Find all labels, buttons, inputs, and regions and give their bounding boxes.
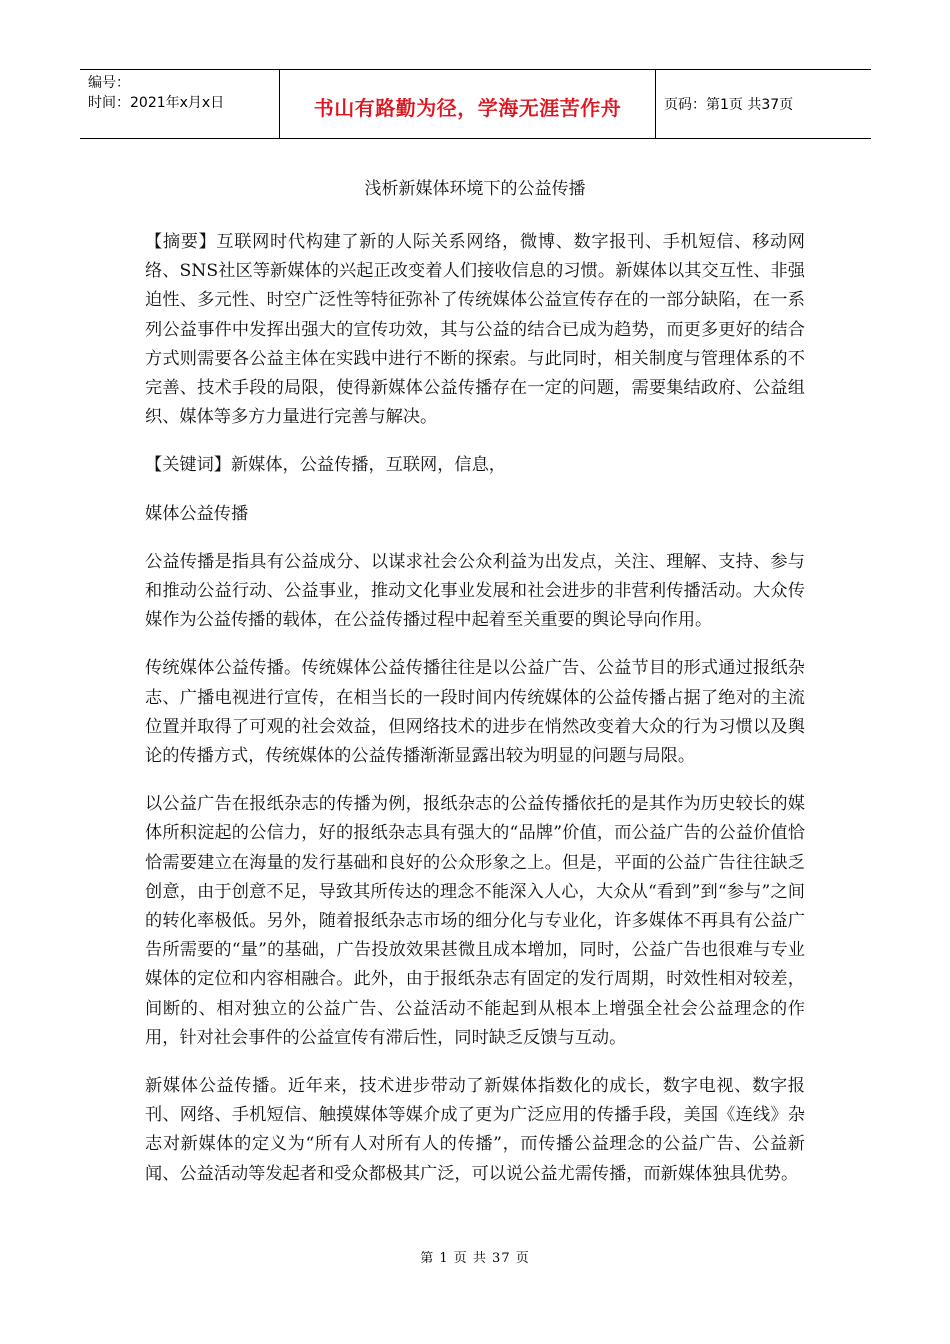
section-heading: 媒体公益传播 bbox=[145, 503, 249, 524]
keywords-paragraph: 【关键词】新媒体，公益传播，互联网，信息， bbox=[145, 455, 506, 476]
document-title: 浅析新媒体环境下的公益传播 bbox=[364, 179, 586, 199]
body-paragraph: 新媒体公益传播。近年来，技术进步带动了新媒体指数化的成长，数字电视、数字报刊、网络、手机短信、触摸媒体等媒介成了更为广泛应用的传播手段，美国《连线》杂志对新媒体的定义为“所有人对所有人的传播”，而传播公益理念的公益广告、公益新闻、公益活动等发起者和受众都极其广泛，可以说公益尤需传播，而新媒体独具优势。 bbox=[145, 1076, 805, 1184]
page-header bbox=[80, 69, 871, 139]
abstract-paragraph: 【摘要】互联网时代构建了新的人际关系网络，微博、数字报刊、手机短信、移动网络、SNS社区等新媒体的兴起正改变着人们接收信息的习惯。新媒体以其交互性、非强迫性、多元性、时空广泛性等特征弥补了传统媒体公益宣传存在的一部分缺陷，在一系列公益事件中发挥出强大的宣传功效，其与公益的结合已成为趋势，而更多更好的结合方式则需要各公益主体在实践中进行不断的探索。与此同时，相关制度与管理体系的不完善、技术手段的局限，使得新媒体公益传播存在一定的问题，需要集结政府、公益组织、媒体等多方力量进行完善与解决。 bbox=[145, 232, 805, 428]
number-label: 编号： bbox=[88, 75, 130, 91]
date-label: 时间：2021年x月x日 bbox=[88, 95, 225, 111]
document-body bbox=[145, 228, 805, 1208]
body-paragraph: 传统媒体公益传播。传统媒体公益传播往往是以公益广告、公益节目的形式通过报纸杂志、广播电视进行宣传，在相当长的一段时间内传统媒体的公益传播占据了绝对的主流位置并取得了可观的社会效益，但网络技术的进步在悄然改变着大众的行为习惯以及舆论的传播方式，传统媒体的公益传播渐渐显露出较为明显的问题与局限。 bbox=[145, 658, 805, 767]
header-motto: 书山有路勤为径，学海无涯苦作舟 bbox=[313, 95, 622, 120]
header-motto-cell bbox=[280, 70, 656, 138]
body-paragraph: 以公益广告在报纸杂志的传播为例，报纸杂志的公益传播依托的是其作为历史较长的媒体所积淀起的公信力，好的报纸杂志具有强大的“品牌”价值，而公益广告的公益价值恰恰需要建立在海量的发行基础和良好的公众形象之上。但是，平面的公益广告往往缺乏创意，由于创意不足，导致其所传达的理念不能深入人心，大众从“看到”到“参与”之间的转化率极低。另外，随着报纸杂志市场的细分化与专业化，许多媒体不再具有公益广告所需要的“量”的基础，广告投放效果甚微且成本增加，同时，公益广告也很难与专业媒体的定位和内容相融合。此外，由于报纸杂志有固定的发行周期，时效性相对较差，间断的、相对独立的公益广告、公益活动不能起到从根本上增强全社会公益理念的作用，针对社会事件的公益宣传有滞后性，同时缺乏反馈与互动。 bbox=[145, 794, 805, 1048]
header-page-info: 页码：第1页 共37页 bbox=[664, 97, 794, 113]
header-page-info-cell bbox=[656, 70, 871, 138]
header-meta bbox=[80, 70, 280, 138]
body-paragraph: 公益传播是指具有公益成分、以谋求社会公众利益为出发点，关注、理解、支持、参与和推动公益行动、公益事业，推动文化事业发展和社会进步的非营利传播活动。大众传媒作为公益传播的载体，在公益传播过程中起着至关重要的舆论导向作用。 bbox=[145, 551, 805, 631]
page-footer: 第 1 页 共 37 页 bbox=[420, 1251, 530, 1266]
